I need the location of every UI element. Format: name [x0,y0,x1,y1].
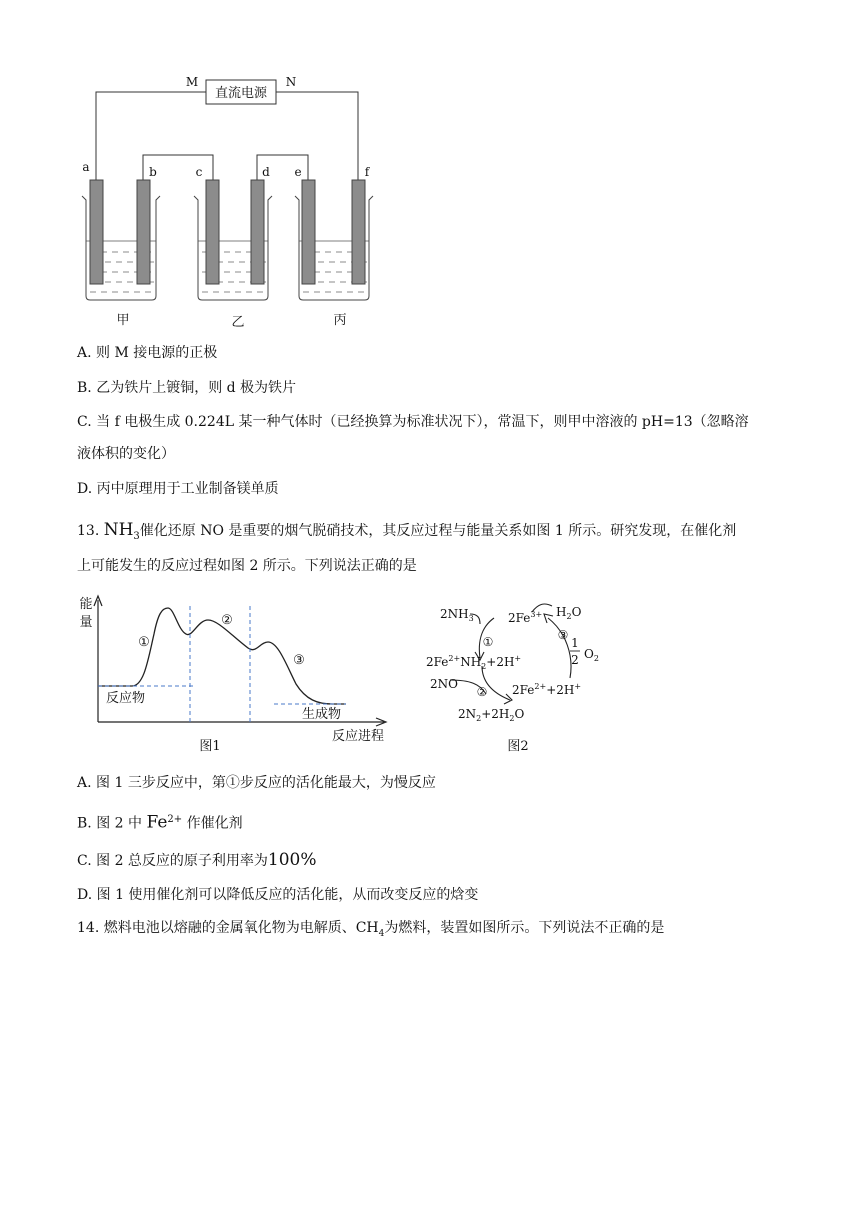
q13-option-b: B. 图 2 中 $Fe^{2+}$ 作催化剂 [77,812,243,833]
label-a: a [82,160,90,174]
q12-option-b: B. 乙为铁片上镀铜，则 d 极为铁片 [77,380,297,396]
electrode-f [352,180,365,284]
svg-text:2Fe2+NH2+2H+: $2Fe^{2+}NH_2+2H^+$ [426,654,522,671]
fig1-step3: ③ [293,653,305,668]
fig2-step2: ② [476,685,488,699]
q12-option-c-line2: 液体积的变化） [77,446,175,462]
electrolysis-diagram [70,68,390,338]
electrode-d [251,180,264,284]
fig1-xlabel: 反应进程 [332,729,385,744]
electrode-b [137,180,150,284]
electrode-a [90,180,103,284]
svg-text:2Fe3+: $2Fe^{3+}$ [508,610,543,625]
q14-stem: 14. 燃料电池以熔融的金属氧化物为电解质、$CH_4$为燃料，装置如图所示。下列说法不正确的是 [77,920,665,939]
cell-yi: 乙 [231,315,245,330]
label-c: c [195,165,203,179]
terminal-m: M [185,75,199,89]
q13-option-a: A. 图 1 三步反应中，第①步反应的活化能最大，为慢反应 [77,775,436,791]
fig1-step2: ② [221,613,233,628]
q13-option-c: C. 图 2 总反应的原子利用率为100% [77,850,317,870]
q12-option-d: D. 丙中原理用于工业制备镁单质 [77,481,279,497]
fig1-caption: 图1 [199,739,221,754]
svg-text:2: 2 [571,653,579,667]
fig2-step3: ③ [557,628,569,642]
svg-text:2N2+2H2O: $2N_2+2H_2O$ [458,707,525,723]
fig1-ylabel-1: 能 [79,597,93,612]
label-f: f [364,165,370,179]
q13-stem-line2: 上可能发生的反应过程如图 2 所示。下列说法正确的是 [77,558,417,574]
fig1-step1: ① [138,635,150,650]
fig1-ylabel-2: 量 [79,615,93,630]
fig1-product: 生成物 [302,707,342,722]
label-e: e [294,165,302,179]
fig2-step1: ① [482,635,494,649]
power-source-label: 直流电源 [214,86,268,101]
q12-option-a: A. 则 M 接电源的正极 [77,345,218,361]
svg-text:2NO: 2NO [430,677,458,691]
energy-profile-figure [70,590,410,760]
cell-jia: 甲 [116,313,130,328]
q13-stem-line1: 13. $NH_3$催化还原 NO 是重要的烟气脱硝技术，其反应过程与能量关系如图 1 所示。研究发现，在催化剂 [77,520,737,542]
fig1-reactant: 反应物 [106,691,146,706]
q13-option-d: D. 图 1 使用催化剂可以降低反应的活化能，从而改变反应的焓变 [77,887,479,903]
catalytic-cycle-figure [420,596,630,756]
electrode-c [206,180,219,284]
svg-text:1: 1 [571,636,579,650]
label-b: b [149,165,157,179]
fig2-caption: 图2 [507,739,529,754]
label-d: d [262,165,270,179]
terminal-n: N [285,75,297,89]
svg-text:2NH3: $2NH_3$ [440,607,474,623]
svg-text:H2O: $H_2O$ [556,605,582,621]
q12-option-c-line1: C. 当 f 电极生成 0.224L 某一种气体时（已经换算为标准状况下），常温下，则甲中溶液的 pH=13（忽略溶 [77,414,749,430]
svg-text:2Fe2++2H+: $2Fe^{2+}+2H^+$ [512,682,582,697]
electrode-e [302,180,315,284]
cell-bing: 丙 [333,313,347,328]
svg-text:O2: $O_2$ [584,647,599,663]
